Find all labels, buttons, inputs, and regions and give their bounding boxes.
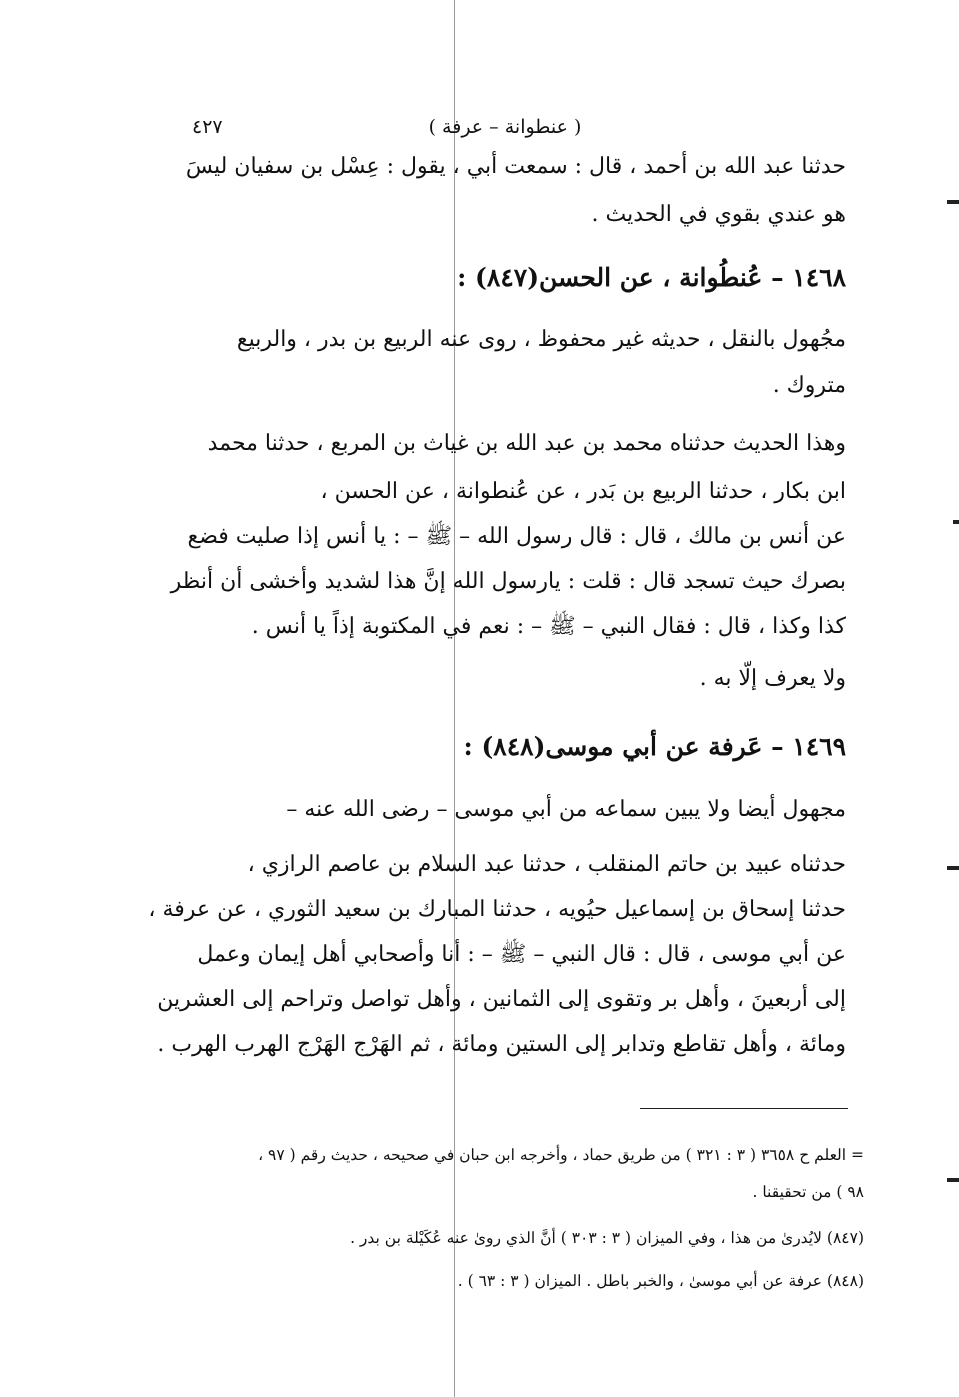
text-line: حدثنا عبد الله بن أحمد ، قال : سمعت أبي ، يقول : عِسْل بن سفيان ليسَ <box>185 154 846 179</box>
text-line: بصرك حيث تسجد قال : قلت : يارسول الله إنَّ هذا لشديد وأخشى أن أنظر <box>170 569 846 594</box>
running-title: ( عنطوانة – عرفة ) <box>428 116 582 138</box>
text-line: مجهول أيضا ولا يبين سماعه من أبي موسى – رضى الله عنه – <box>286 797 846 822</box>
page-header <box>150 116 860 144</box>
edge-mark <box>947 200 959 204</box>
text-line: ولا يعرف إلّا به . <box>699 666 846 691</box>
footnote-line: ٩٨ ) من تحقيقنا . <box>752 1183 864 1201</box>
text-line: مجُهول بالنقل ، حديثه غير محفوظ ، روى عنه الربيع بن بدر ، والربيع <box>236 327 846 352</box>
text-line: إلى أربعينَ ، وأهل بر وتقوى إلى الثمانين ، وأهل تواصل وتراحم إلى العشرين <box>157 987 846 1012</box>
footnote-847: (٨٤٧) لايُدرىٰ من هذا ، وفي الميزان ( ٣ : ٣٠٣ ) أنَّ الذي روىٰ عنه عُكَيْلة بن بدر . <box>350 1229 864 1247</box>
text-line: ابن بكار ، حدثنا الربيع بن بَدر ، عن عُنطوانة ، عن الحسن ، <box>320 479 846 504</box>
edge-mark <box>953 520 959 524</box>
text-line: متروك . <box>772 373 846 398</box>
text-line: حدثنا إسحاق بن إسماعيل حيُويه ، حدثنا المبارك بن سعيد الثوري ، عن عرفة ، <box>148 897 846 922</box>
text-line: كذا وكذا ، قال : فقال النبي – ﷺ – : نعم في المكتوبة إذاً يا أنس . <box>251 614 846 639</box>
text-line: وهذا الحديث حدثناه محمد بن عبد الله بن غياث بن المربع ، حدثنا محمد <box>207 431 846 456</box>
text-line: عن أنس بن مالك ، قال : قال رسول الله – ﷺ – : يا أنس إذا صليت فضع <box>187 524 846 549</box>
page-number: ٤٢٧ <box>192 116 223 138</box>
footnote-line: = العلم ح ٣٦٥٨ ( ٣ : ٣٢١ ) من طريق حماد ، وأخرجه ابن حبان في صحيحه ، حديث رقم ( ٩٧ ، <box>258 1146 864 1164</box>
footnote-848: (٨٤٨) عرفة عن أبي موسىٰ ، والخبر باطل . الميزان ( ٣ : ٦٣ ) . <box>457 1272 864 1290</box>
text-line: ومائة ، وأهل تقاطع وتدابر إلى الستين ومائة ، ثم الهَرْج الهَرْج الهرب الهرب . <box>157 1032 846 1057</box>
entry-heading-1468: ١٤٦٨ – عُنطُوانة ، عن الحسن(٨٤٧) : <box>457 263 846 292</box>
text-line: هو عندي بقوي في الحديث . <box>591 202 846 227</box>
entry-heading-1469: ١٤٦٩ – عَرفة عن أبي موسى(٨٤٨) : <box>463 732 846 761</box>
edge-mark <box>947 1178 959 1182</box>
footnote-separator <box>640 1108 848 1109</box>
text-line: عن أبي موسى ، قال : قال النبي – ﷺ – : أنا وأصحابي أهل إيمان وعمل <box>197 942 846 967</box>
text-line: حدثناه عبيد بن حاتم المنقلب ، حدثنا عبد السلام بن عاصم الرازي ، <box>247 852 846 877</box>
edge-mark <box>947 866 959 870</box>
